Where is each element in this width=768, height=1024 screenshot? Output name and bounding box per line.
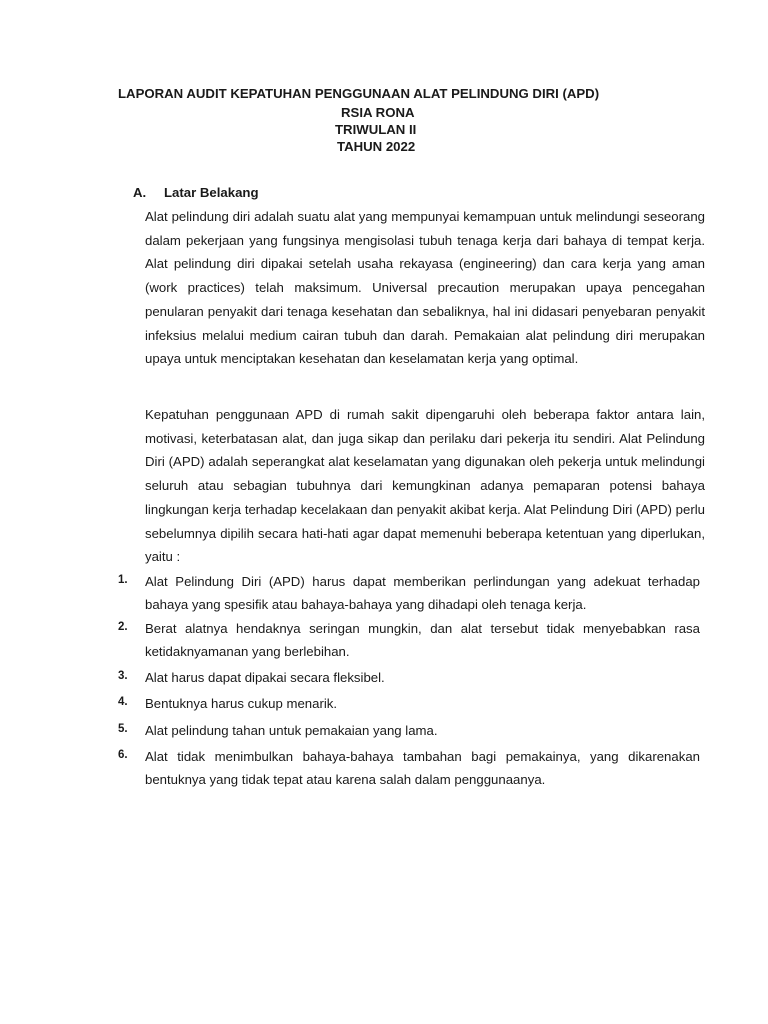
- list-text: Alat harus dapat dipakai secara fleksibel.: [145, 670, 385, 685]
- hospital-name: RSIA RONA: [341, 105, 415, 120]
- list-number: 6.: [118, 749, 128, 761]
- list-text: Alat pelindung tahan untuk pemakaian yang lama.: [145, 723, 438, 738]
- list-number: 1.: [118, 574, 128, 586]
- list-number: 2.: [118, 621, 128, 633]
- list-text: Alat Pelindung Diri (APD) harus dapat memberikan perlindungan yang adekuat terhadap bahaya yang spesifik atau bahaya-bahaya yang dihadapi oleh tenaga kerja.: [145, 574, 700, 612]
- list-text: Alat tidak menimbulkan bahaya-bahaya tambahan bagi pemakainya, yang dikarenakan bentuknya yang tidak tepat atau karena salah dalam penggunaanya.: [145, 749, 700, 787]
- list-text: Bentuknya harus cukup menarik.: [145, 696, 338, 711]
- list-number: 5.: [118, 723, 128, 735]
- report-quarter: TRIWULAN II: [335, 122, 417, 137]
- body-paragraph-2: Kepatuhan penggunaan APD di rumah sakit dipengaruhi oleh beberapa faktor antara lain, motivasi, keterbatasan alat, dan juga sikap dan perilaku dari pekerja itu sendiri. Alat Pelindung Diri (APD) adalah seperangkat alat keselamatan yang digunakan oleh pekerja untuk melindungi seluruh atau sebagian tubuhnya dari kemungkinan adanya pemaparan potensi bahaya lingkungan kerja terhadap kecelakaan dan penyakit akibat kerja. Alat Pelindung Diri (APD) perlu sebelumnya dipilih secara hati-hati agar dapat memenuhi beberapa ketentuan yang diperlukan, yaitu :: [145, 407, 705, 565]
- list-number: 4.: [118, 696, 128, 708]
- report-year: TAHUN 2022: [337, 139, 416, 154]
- list-number: 3.: [118, 670, 128, 682]
- section-heading: Latar Belakang: [164, 185, 259, 200]
- list-text: Berat alatnya hendaknya seringan mungkin, dan alat tersebut tidak menyebabkan rasa ketidaknyamanan yang berlebihan.: [145, 621, 700, 659]
- section-letter: A.: [133, 185, 147, 200]
- body-paragraph-1: Alat pelindung diri adalah suatu alat yang mempunyai kemampuan untuk melindungi seseorang dalam pekerjaan yang fungsinya mengisolasi tubuh tenaga kerja dari bahaya di tempat kerja. Alat pelindung diri dipakai setelah usaha rekayasa (engineering) dan cara kerja yang aman (work practices) telah maksimum. Universal precaution merupakan upaya pencegahan penularan penyakit dari tenaga kesehatan dan sebaliknya, hal ini didasari penyebaran penyakit infeksius melalui medium cairan tubuh dan darah. Pemakaian alat pelindung diri merupakan upaya untuk menciptakan kesehatan dan keselamatan kerja yang optimal.: [145, 209, 705, 367]
- report-title: LAPORAN AUDIT KEPATUHAN PENGGUNAAN ALAT PELINDUNG DIRI (APD): [118, 86, 600, 101]
